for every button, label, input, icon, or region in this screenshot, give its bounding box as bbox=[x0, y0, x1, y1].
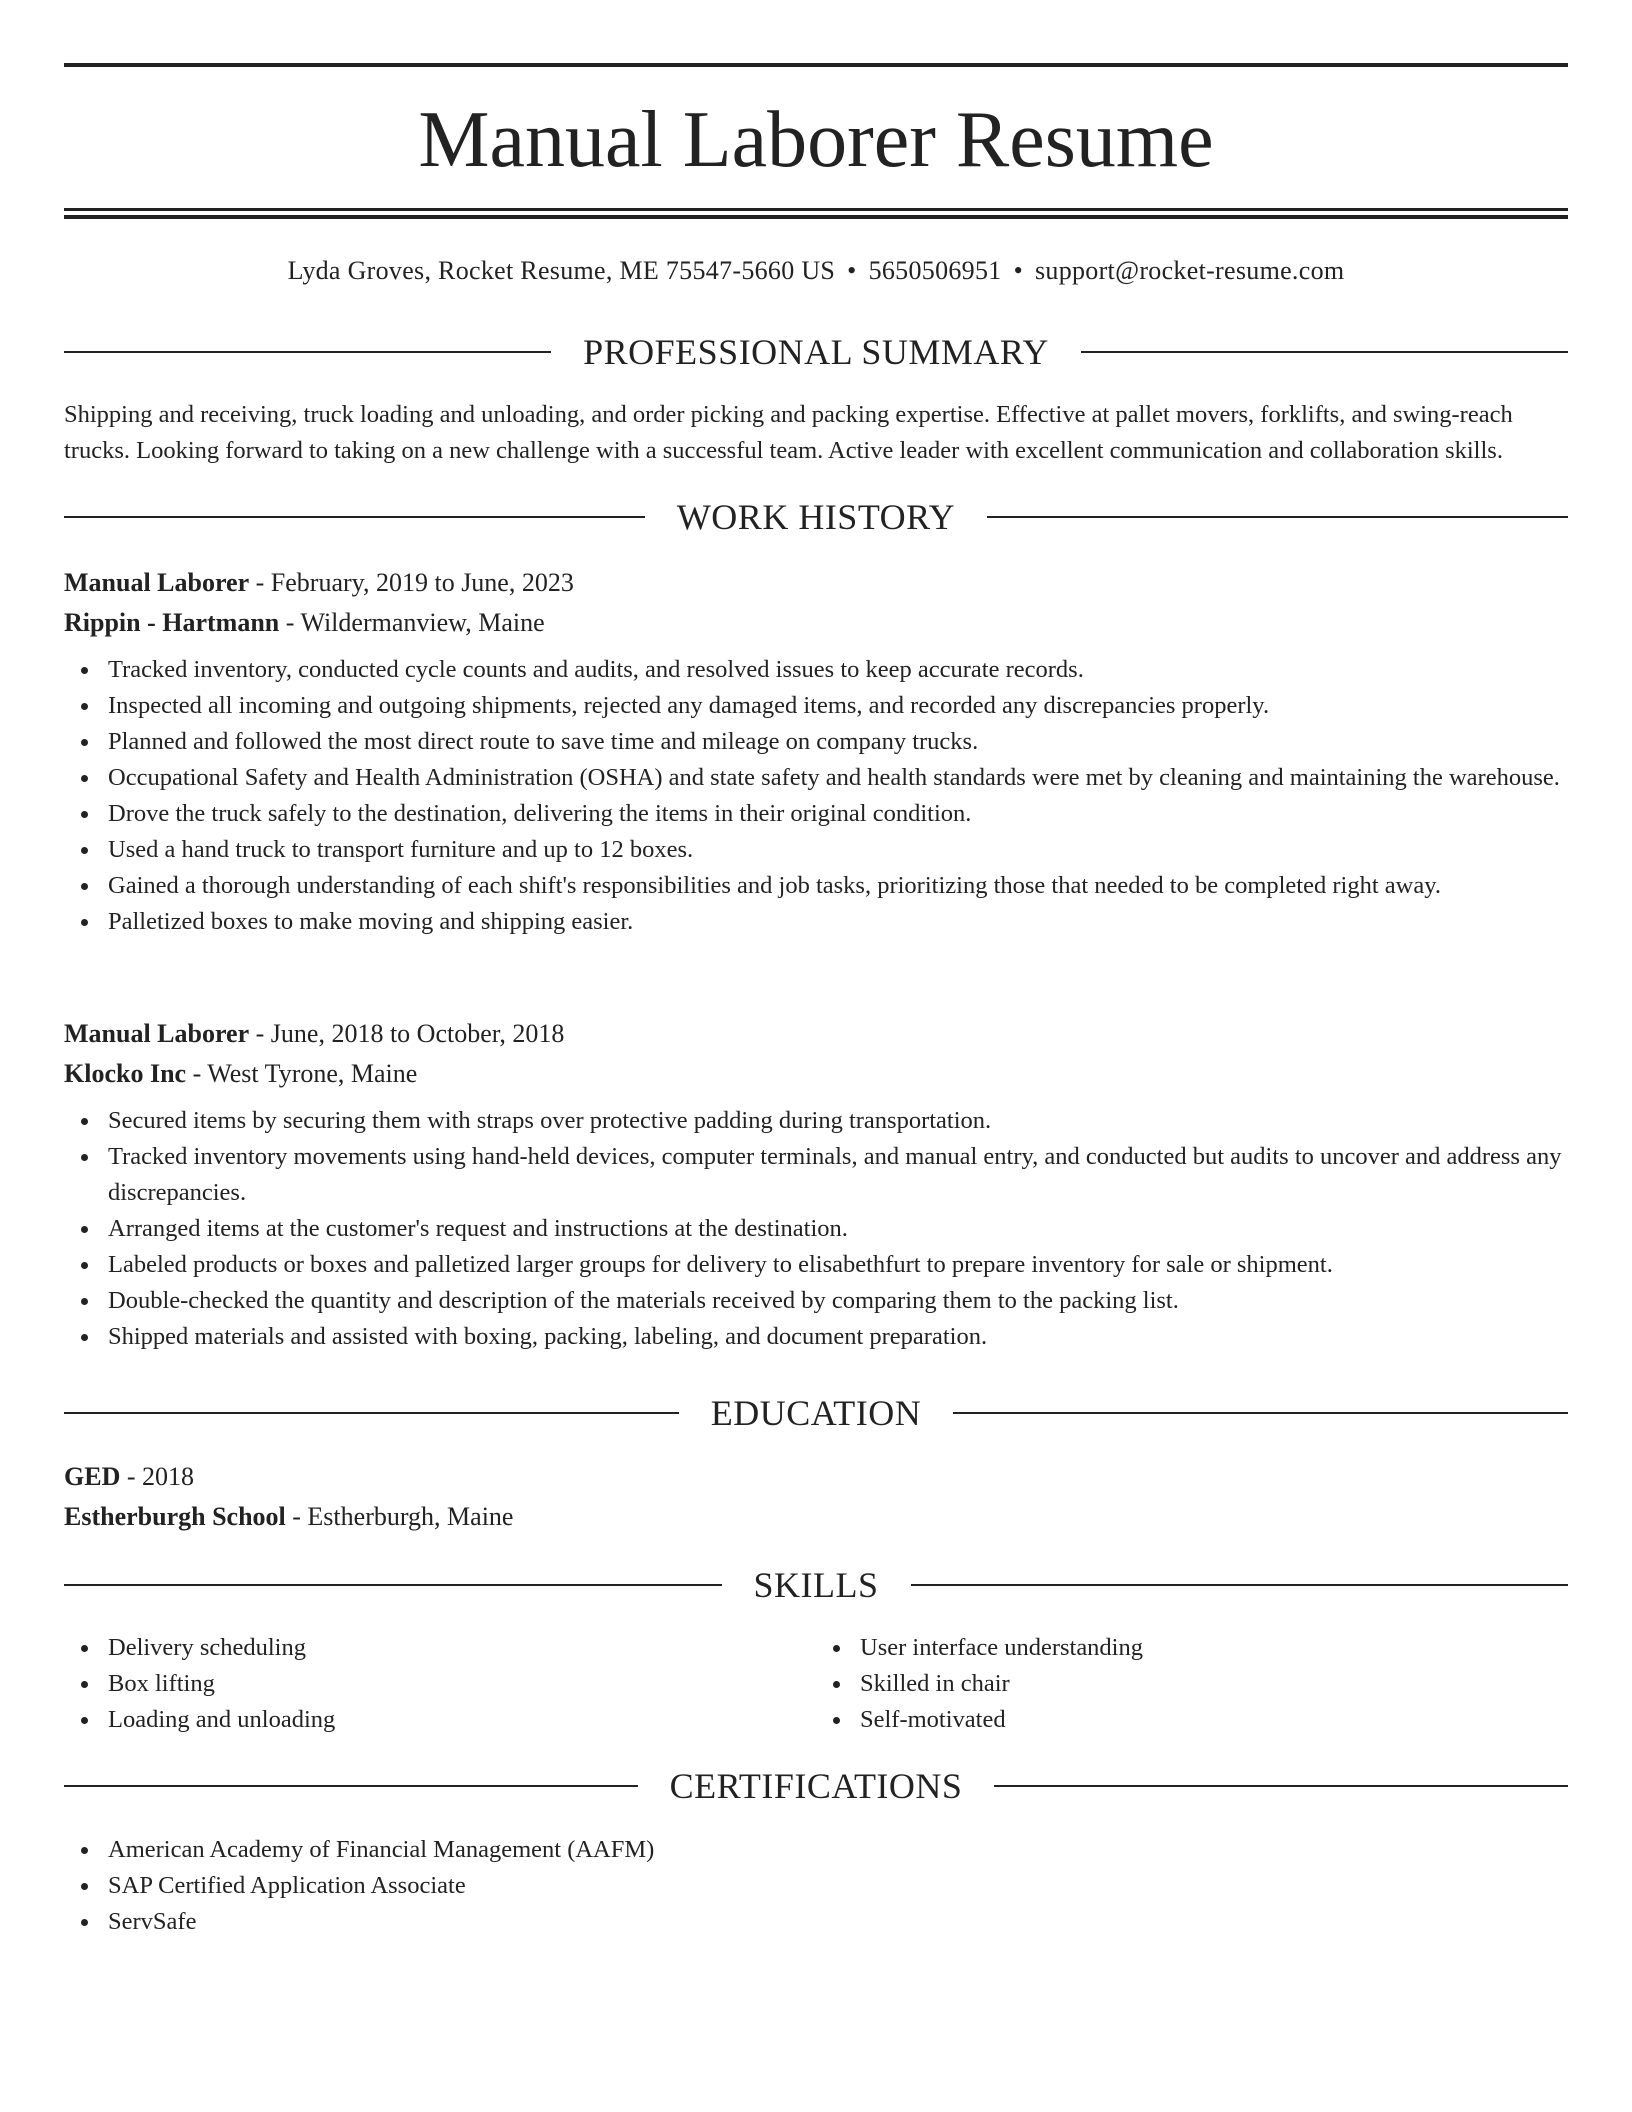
list-item: Drove the truck safely to the destination, delivering the items in their original condition. bbox=[108, 796, 1568, 832]
list-item: Labeled products or boxes and palletized larger groups for delivery to elisabethfurt to prepare inventory for sale or shipment. bbox=[108, 1247, 1568, 1283]
job-location: - West Tyrone, Maine bbox=[186, 1059, 418, 1088]
job-company: Rippin - Hartmann bbox=[64, 608, 280, 637]
rule-line bbox=[64, 208, 1568, 211]
section-heading-summary bbox=[64, 330, 1568, 374]
contact-phone: 5650506951 bbox=[868, 256, 1002, 285]
top-rule bbox=[64, 63, 1568, 67]
list-item: Tracked inventory, conducted cycle counts and audits, and resolved issues to keep accurate records. bbox=[108, 652, 1568, 688]
heading-rule bbox=[64, 1785, 638, 1787]
list-item: Skilled in chair bbox=[860, 1666, 1568, 1702]
list-item: Palletized boxes to make moving and shipping easier. bbox=[108, 904, 1568, 940]
list-item: Loading and unloading bbox=[108, 1702, 816, 1738]
skills-grid bbox=[64, 1630, 1568, 1738]
education-school: Estherburgh School bbox=[64, 1502, 286, 1531]
section-title: WORK HISTORY bbox=[676, 497, 956, 537]
list-item: Occupational Safety and Health Administration (OSHA) and state safety and health standards were met by cleaning and maintaining the warehouse. bbox=[108, 760, 1568, 796]
list-item: Delivery scheduling bbox=[108, 1630, 816, 1666]
list-item: Secured items by securing them with straps over protective padding during transportation. bbox=[108, 1103, 1568, 1139]
list-item: Box lifting bbox=[108, 1666, 816, 1702]
section-title: CERTIFICATIONS bbox=[669, 1766, 963, 1806]
heading-rule bbox=[64, 1584, 722, 1586]
title-double-rule bbox=[64, 208, 1568, 220]
heading-rule bbox=[994, 1785, 1568, 1787]
education-degree-line bbox=[64, 1457, 1568, 1497]
heading-rule bbox=[1081, 351, 1568, 353]
education-school-line bbox=[64, 1497, 1568, 1537]
certifications-list bbox=[64, 1832, 1568, 1940]
contact-address: Lyda Groves, Rocket Resume, ME 75547-5660 US bbox=[287, 256, 836, 285]
list-item: Gained a thorough understanding of each shift's responsibilities and job tasks, prioritizing those that needed to be completed right away. bbox=[108, 868, 1568, 904]
job-company-line bbox=[64, 1054, 1568, 1094]
list-item: Inspected all incoming and outgoing shipments, rejected any damaged items, and recorded any discrepancies properly. bbox=[108, 688, 1568, 724]
skills-column-left bbox=[64, 1630, 816, 1738]
list-item: Arranged items at the customer's request and instructions at the destination. bbox=[108, 1211, 1568, 1247]
heading-rule bbox=[64, 516, 645, 518]
job-entry bbox=[64, 1014, 1568, 1355]
section-heading-certifications bbox=[64, 1764, 1568, 1808]
summary-block bbox=[64, 397, 1568, 469]
page-title: Manual Laborer Resume bbox=[418, 96, 1214, 184]
section-title: PROFESSIONAL SUMMARY bbox=[583, 332, 1049, 372]
summary-text: Shipping and receiving, truck loading and unloading, and order picking and packing expertise. Effective at pallet movers, forklifts, and swing-reach trucks. Looking forward to taking on a new challenge with a successful team. Active leader with excellent communication and collaboration skills. bbox=[64, 401, 1513, 464]
contact-line bbox=[64, 254, 1568, 288]
education-entry bbox=[64, 1457, 1568, 1537]
list-item: Used a hand truck to transport furniture and up to 12 boxes. bbox=[108, 832, 1568, 868]
rule-line bbox=[64, 215, 1568, 219]
section-heading-work bbox=[64, 495, 1568, 539]
job-company-line bbox=[64, 603, 1568, 643]
list-item: SAP Certified Application Associate bbox=[108, 1868, 1568, 1904]
education-location: - Estherburgh, Maine bbox=[285, 1502, 514, 1531]
job-title-line bbox=[64, 1014, 1568, 1054]
job-bullets bbox=[64, 652, 1568, 940]
job-title: Manual Laborer bbox=[64, 568, 250, 597]
list-item: Double-checked the quantity and description of the materials received by comparing them to the packing list. bbox=[108, 1283, 1568, 1319]
contact-email: support@rocket-resume.com bbox=[1034, 256, 1345, 285]
section-heading-skills bbox=[64, 1563, 1568, 1607]
education-degree: GED bbox=[64, 1462, 121, 1491]
list-item: ServSafe bbox=[108, 1904, 1568, 1940]
section-title: SKILLS bbox=[753, 1565, 879, 1605]
job-title: Manual Laborer bbox=[64, 1019, 250, 1048]
contact-separator: • bbox=[1013, 256, 1023, 285]
heading-rule bbox=[64, 1412, 679, 1414]
list-item: User interface understanding bbox=[860, 1630, 1568, 1666]
job-title-line bbox=[64, 563, 1568, 603]
section-title: EDUCATION bbox=[710, 1393, 922, 1433]
job-entry bbox=[64, 563, 1568, 940]
education-year: - 2018 bbox=[120, 1462, 195, 1491]
job-dates: - June, 2018 to October, 2018 bbox=[249, 1019, 565, 1048]
heading-rule bbox=[64, 351, 551, 353]
heading-rule bbox=[987, 516, 1568, 518]
section-heading-education bbox=[64, 1391, 1568, 1435]
job-company: Klocko Inc bbox=[64, 1059, 187, 1088]
heading-rule bbox=[953, 1412, 1568, 1414]
list-item: American Academy of Financial Management (AAFM) bbox=[108, 1832, 1568, 1868]
list-item: Self-motivated bbox=[860, 1702, 1568, 1738]
heading-rule bbox=[911, 1584, 1569, 1586]
contact-separator: • bbox=[847, 256, 857, 285]
skills-column-right bbox=[816, 1630, 1568, 1738]
job-dates: - February, 2019 to June, 2023 bbox=[249, 568, 574, 597]
job-location: - Wildermanview, Maine bbox=[279, 608, 545, 637]
list-item: Planned and followed the most direct route to save time and mileage on company trucks. bbox=[108, 724, 1568, 760]
job-bullets bbox=[64, 1103, 1568, 1355]
list-item: Shipped materials and assisted with boxing, packing, labeling, and document preparation. bbox=[108, 1319, 1568, 1355]
certifications-block bbox=[64, 1832, 1568, 1940]
list-item: Tracked inventory movements using hand-held devices, computer terminals, and manual entry, and conducted but audits to uncover and address any discrepancies. bbox=[108, 1139, 1568, 1211]
